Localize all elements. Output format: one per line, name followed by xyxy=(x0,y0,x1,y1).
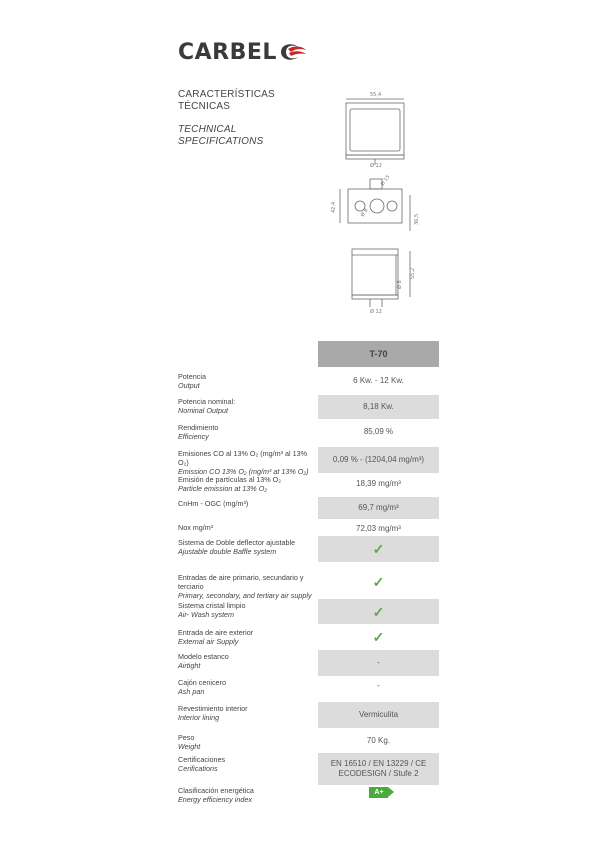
spec-value xyxy=(318,370,439,392)
spec-row xyxy=(178,733,440,751)
spec-label-es: Clasificación energética xyxy=(178,786,254,795)
dim-front-flue: Ø 12 xyxy=(370,163,382,169)
spec-label-es: Potencia nominal: xyxy=(178,397,236,406)
spec-row xyxy=(178,573,440,600)
heading-en-line1: TECHNICAL xyxy=(178,124,237,135)
spec-value-text: - xyxy=(377,681,380,690)
heading-es-line1: CARACTERÍSTICAS xyxy=(178,89,275,100)
heading-en-line2: SPECIFICATIONS xyxy=(178,136,264,147)
spec-value xyxy=(318,650,439,676)
dim-front-width: 55,4 xyxy=(370,92,382,98)
spec-value-text: 70 Kg. xyxy=(366,736,391,745)
spec-label-es: Entradas de aire primario, secundario y terciario xyxy=(178,573,304,591)
spec-value-text: 18,39 mg/m³ xyxy=(356,479,401,488)
dim-top-depth: 42,4 xyxy=(331,201,337,213)
spec-value-text: 69,7 mg/m³ xyxy=(358,503,399,512)
spec-label-en: Interior lining xyxy=(178,713,220,722)
spec-row xyxy=(178,652,440,676)
side-view-drawing xyxy=(352,249,416,315)
spec-row xyxy=(178,523,440,537)
spec-label-en: Air- Wash system xyxy=(178,610,235,619)
spec-label-en: Cerifications xyxy=(178,764,218,773)
spec-label-es: Sistema de Doble deflector ajustable xyxy=(178,538,296,547)
spec-value xyxy=(318,421,439,443)
spec-label-es: Cajón cenicero xyxy=(178,678,226,687)
spec-label-es: Entrada de aire exterior xyxy=(178,628,254,637)
spec-label xyxy=(178,601,318,619)
spec-value-text: 85,09 % xyxy=(363,427,394,436)
spec-label-en: Weight xyxy=(178,742,201,751)
spec-value xyxy=(318,702,439,728)
dim-side-d1: Ø 8 xyxy=(397,280,403,289)
spec-label xyxy=(178,499,318,508)
spec-label xyxy=(178,523,318,532)
spec-label xyxy=(178,704,318,722)
spec-label xyxy=(178,372,318,390)
spec-value xyxy=(318,473,439,495)
top-view-drawing xyxy=(331,173,420,231)
spec-value xyxy=(318,536,439,562)
check-icon: ✓ xyxy=(372,541,385,557)
spec-label-es: Nox mg/m³ xyxy=(178,523,214,532)
dim-top-d1: Ø 15 xyxy=(379,173,392,188)
spec-label xyxy=(178,573,318,600)
spec-row xyxy=(178,397,440,419)
front-view-drawing xyxy=(346,92,404,169)
spec-label-es: Peso xyxy=(178,733,195,742)
energy-label-badge: A+ xyxy=(369,787,387,798)
spec-label-en: Ash pan xyxy=(178,687,205,696)
spec-value xyxy=(318,497,439,519)
spec-value-text: 0,09 % - (1204,04 mg/m³) xyxy=(332,455,425,464)
spec-row xyxy=(178,628,440,648)
spec-label-es: Rendimiento xyxy=(178,423,219,432)
spec-row xyxy=(178,755,440,785)
spec-label xyxy=(178,733,318,751)
spec-value xyxy=(318,599,439,624)
spec-value xyxy=(318,784,439,800)
spec-row xyxy=(178,704,440,728)
spec-value xyxy=(318,731,439,751)
spec-label-en: Efficiency xyxy=(178,432,209,441)
spec-value xyxy=(318,447,439,473)
spec-label-en: Nominal Output xyxy=(178,406,228,415)
check-icon: ✓ xyxy=(372,603,385,620)
dim-side-height: 55,2 xyxy=(410,267,416,279)
spec-label-en: Primary, secondary, and tertiary air supply xyxy=(178,591,312,600)
spec-label-en: Particle emission at 13% O₂ xyxy=(178,484,268,493)
flame-icon xyxy=(278,41,308,63)
spec-label xyxy=(178,397,318,415)
spec-label xyxy=(178,538,318,556)
spec-label-es: Certificaciones xyxy=(178,755,226,764)
spec-row xyxy=(178,538,440,562)
spec-value-text: 6 Kw. - 12 Kw. xyxy=(353,376,404,385)
dim-top-d2: Ø 8 xyxy=(359,207,370,219)
spec-label-es: CnHm - OGC (mg/m³) xyxy=(178,499,249,508)
spec-value xyxy=(318,571,439,593)
heading-spanish xyxy=(178,89,298,113)
spec-label xyxy=(178,755,318,773)
check-icon: ✓ xyxy=(372,574,385,590)
spec-label-en: Output xyxy=(178,381,200,390)
spec-label xyxy=(178,678,318,696)
spec-value xyxy=(318,676,439,696)
spec-label-es: Emisión de partículas al 13% O₂ xyxy=(178,475,282,484)
spec-label-en: Emission CO 13% O₂ (mg/m³ at 13% O₂) xyxy=(178,467,309,476)
spec-row xyxy=(178,475,440,495)
model-column-header: T-70 xyxy=(318,341,439,367)
spec-value xyxy=(318,521,439,537)
spec-value-text: 8,18 Kw. xyxy=(363,402,394,411)
spec-row xyxy=(178,423,440,443)
spec-row xyxy=(178,372,440,392)
dim-top-right: 36,5 xyxy=(414,213,420,225)
spec-label xyxy=(178,475,318,493)
spec-label-en: Airtight xyxy=(178,661,201,670)
spec-value xyxy=(318,626,439,648)
technical-drawings xyxy=(330,85,440,325)
spec-label xyxy=(178,786,318,804)
spec-value-text: Vermiculita xyxy=(358,710,399,719)
spec-value-text: - xyxy=(377,658,380,667)
spec-row xyxy=(178,601,440,624)
spec-label-es: Sistema cristal limpio xyxy=(178,601,246,610)
spec-label xyxy=(178,628,318,646)
spec-row xyxy=(178,786,440,804)
spec-value-text: 72,03 mg/m³ xyxy=(356,524,401,533)
heading-es-line2: TÉCNICAS xyxy=(178,101,231,112)
heading-english xyxy=(178,124,298,148)
spec-value xyxy=(318,753,439,785)
brand-name: CARBEL xyxy=(178,39,277,65)
spec-value-text: EN 16510 / EN 13229 / CE ECODESIGN / Stufe 2 xyxy=(330,759,427,778)
spec-label xyxy=(178,449,318,476)
spec-row xyxy=(178,678,440,696)
brand-logo xyxy=(178,38,308,66)
spec-label-es: Emisiones CO al 13% O₂ (mg/m³ al 13% O₂) xyxy=(178,449,308,467)
spec-label xyxy=(178,652,318,670)
spec-row xyxy=(178,499,440,519)
check-icon: ✓ xyxy=(372,629,385,645)
spec-label xyxy=(178,423,318,441)
spec-label-es: Potencia xyxy=(178,372,206,381)
spec-label-en: Ajustable double Baffle system xyxy=(178,547,277,556)
spec-value xyxy=(318,395,439,419)
spec-label-en: Energy efficiency index xyxy=(178,795,252,804)
spec-label-es: Modelo estanco xyxy=(178,652,229,661)
spec-label-es: Revestimiento interior xyxy=(178,704,248,713)
dim-side-d2: Ø 12 xyxy=(370,309,382,315)
spec-label-en: External air Supply xyxy=(178,637,239,646)
spec-row xyxy=(178,449,440,476)
